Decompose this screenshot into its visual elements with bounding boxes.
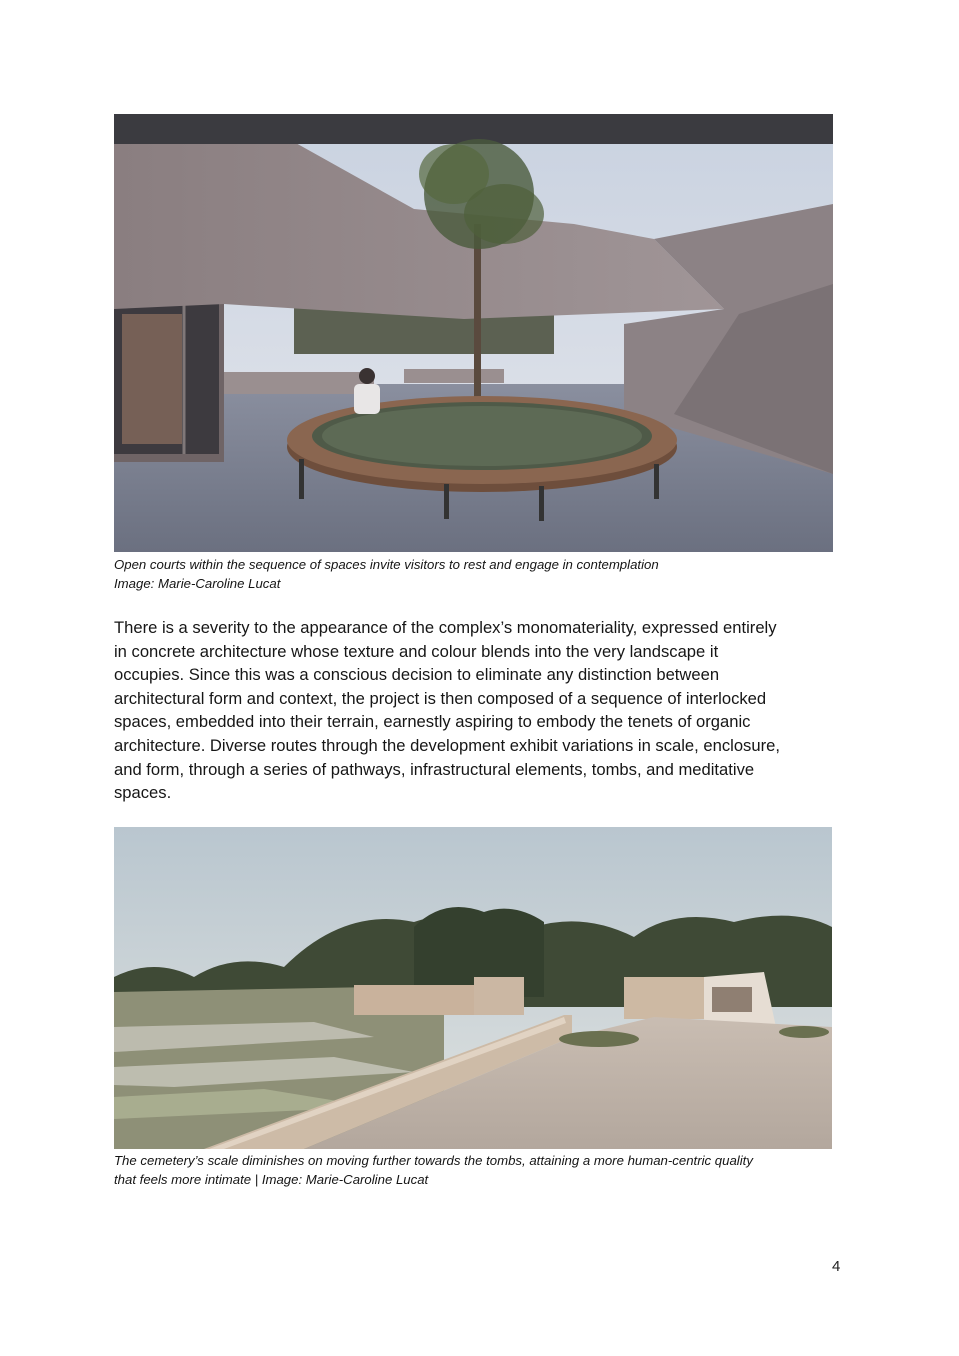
body-line: and form, through a series of pathways, infrastructural elements, tombs, and meditative [114, 759, 755, 779]
body-line: There is a severity to the appearance of the complex’s monomateriality, expressed entirely [114, 618, 777, 637]
body-line: occupies. Since this was a conscious decision to eliminate any distinction between [114, 665, 720, 685]
caption-line: The cemetery’s scale diminishes on moving further towards the tombs, attaining a more human-centric quality [114, 1153, 753, 1168]
caption-credit: Image: Marie-Caroline Lucat [114, 576, 281, 591]
body-line: architecture. Diverse routes through the development exhibit variations in scale, enclosure, [114, 735, 780, 755]
body-line: in concrete architecture whose texture and colour blends into the very landscape it [114, 641, 719, 661]
courtyard-photo [114, 114, 833, 552]
body-line: spaces, embedded into their terrain, earnestly aspiring to embody the tenets of organic [114, 712, 751, 732]
body-line: spaces. [114, 783, 172, 803]
figure-2-caption [114, 1151, 844, 1189]
cemetery-landscape-photo [114, 827, 832, 1149]
body-line: architectural form and context, the project is then composed of a sequence of interlocked [114, 688, 767, 708]
body-paragraph [114, 616, 844, 805]
page-number: 4 [832, 1258, 841, 1275]
figure-1-caption [114, 555, 844, 593]
caption-line: Open courts within the sequence of spaces invite visitors to rest and engage in contemplation [114, 557, 659, 572]
caption-line: that feels more intimate | Image: Marie-Caroline Lucat [114, 1172, 429, 1187]
